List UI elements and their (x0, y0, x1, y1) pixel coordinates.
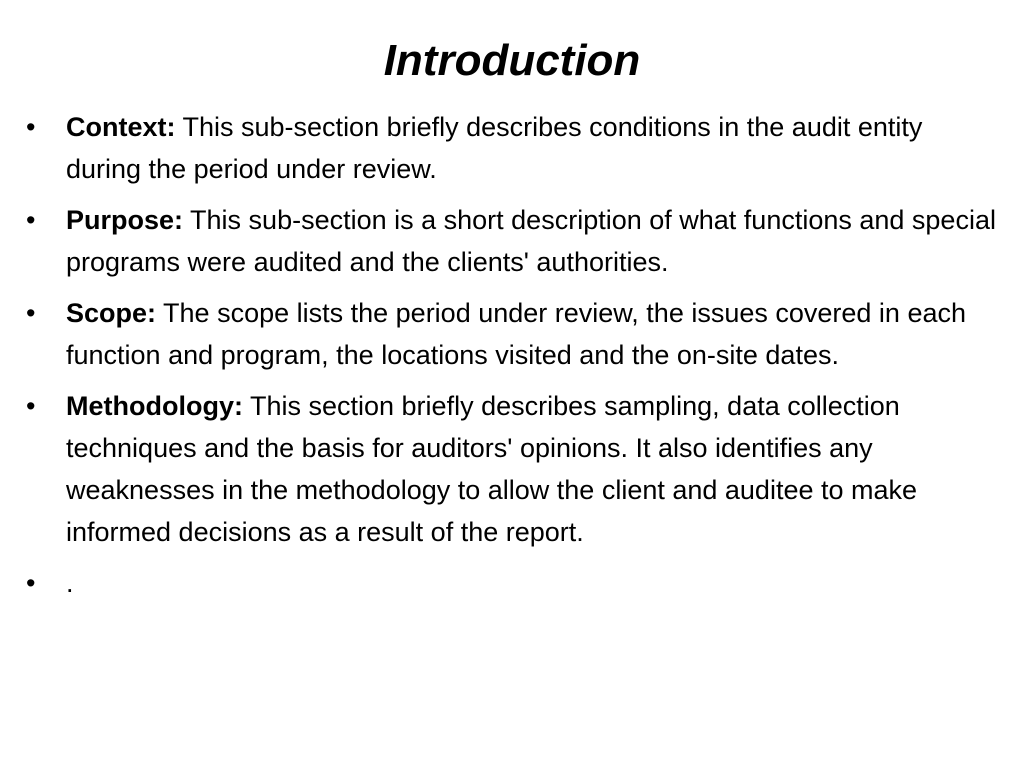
bullet-icon: • (26, 391, 36, 421)
bullet-term: Purpose: (66, 205, 184, 235)
bullet-icon: • (26, 112, 36, 142)
bullet-item-purpose (24, 199, 1000, 283)
bullet-icon: • (26, 298, 36, 328)
bullet-icon: • (26, 205, 36, 235)
bullet-text: This section briefly describes sampling, data collection techniques and the basis for auditors' opinions. It also identifies any weaknesses in the methodology to allow the client and auditee to make informed decisions as a result of the report. (66, 391, 918, 547)
bullet-text: This sub-section briefly describes conditions in the audit entity during the period under review. (66, 112, 923, 184)
bullet-text: The scope lists the period under review, the issues covered in each function and program, the locations visited and the on-site dates. (66, 298, 966, 370)
bullet-item-methodology (24, 385, 1000, 553)
slide-title: Introduction (383, 36, 641, 85)
bullet-text: . (66, 568, 74, 598)
bullet-term: Context: (66, 112, 176, 142)
bullet-term: Scope: (66, 298, 157, 328)
bullet-item-context (24, 106, 1000, 190)
bullet-item-scope (24, 292, 1000, 376)
bullet-list (24, 106, 1000, 613)
bullet-icon: • (26, 568, 36, 598)
bullet-item-empty (24, 562, 1000, 604)
bullet-text: This sub-section is a short description of what functions and special programs were audited and the clients' authorities. (66, 205, 996, 277)
bullet-term: Methodology: (66, 391, 243, 421)
